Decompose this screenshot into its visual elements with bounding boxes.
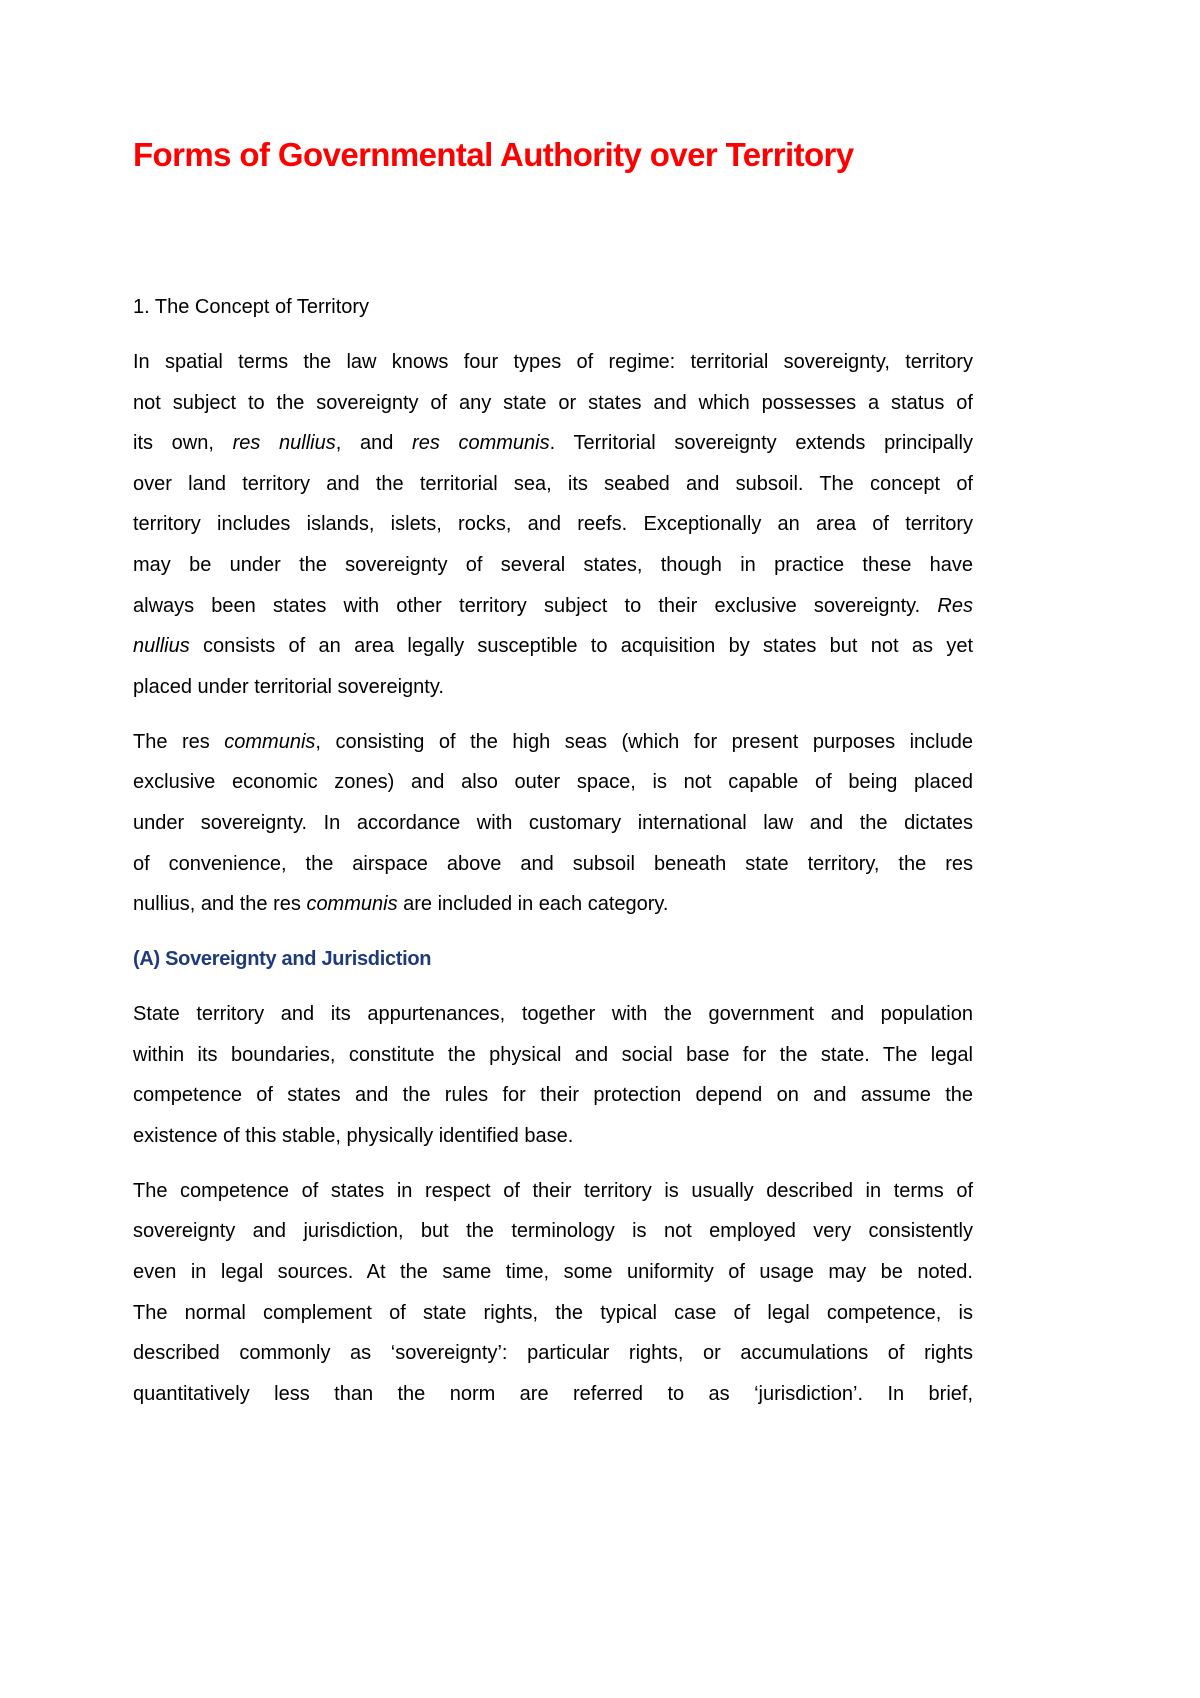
text-run: are included in each category. bbox=[397, 893, 669, 916]
text-run: State territory and its appurtenances, together with the government and population bbox=[133, 1003, 973, 1026]
text-run: of convenience, the airspace above and subsoil beneath state territory, the res bbox=[133, 852, 973, 875]
text-line bbox=[133, 994, 973, 1035]
text-line bbox=[133, 762, 973, 803]
text-line bbox=[133, 626, 973, 667]
text-line bbox=[133, 1293, 973, 1334]
paragraph-competence-of-states bbox=[133, 1171, 973, 1415]
text-run: not subject to the sovereignty of any state or states and which possesses a status of bbox=[133, 391, 973, 414]
text-run: nullius, and the res bbox=[133, 893, 307, 916]
text-run: , and bbox=[335, 432, 413, 455]
text-run: may be under the sovereignty of several states, though in practice these have bbox=[133, 553, 973, 576]
text-run: always been states with other territory subject to their exclusive sovereignty. bbox=[133, 594, 938, 617]
paragraph-territory-regimes bbox=[133, 342, 973, 707]
text-run: competence of states and the rules for their protection depend on and assume the bbox=[133, 1084, 973, 1107]
section-heading-sovereignty-jurisdiction: (A) Sovereignty and Jurisdiction bbox=[133, 948, 432, 971]
text-line bbox=[133, 464, 973, 505]
paragraph-state-territory bbox=[133, 994, 973, 1156]
text-run: The competence of states in respect of their territory is usually described in terms of bbox=[133, 1179, 973, 1202]
text-run: The res bbox=[133, 730, 225, 753]
text-line bbox=[133, 667, 973, 708]
text-run: even in legal sources. At the same time, some uniformity of usage may be noted. bbox=[133, 1261, 973, 1284]
text-line bbox=[133, 1075, 973, 1116]
text-line bbox=[133, 1252, 973, 1293]
text-run: over land territory and the territorial sea, its seabed and subsoil. The concept of bbox=[133, 472, 973, 495]
italic-term: res communis bbox=[412, 432, 550, 455]
text-line bbox=[133, 1333, 973, 1374]
text-run: The normal complement of state rights, the typical case of legal competence, is bbox=[133, 1301, 973, 1324]
text-run: described commonly as ‘sovereignty’: particular rights, or accumulations of rights bbox=[133, 1342, 973, 1365]
document-body bbox=[133, 287, 973, 1429]
text-line bbox=[133, 545, 973, 586]
text-line bbox=[133, 884, 973, 925]
text-line bbox=[133, 1211, 973, 1252]
italic-term: Res bbox=[937, 594, 973, 617]
text-run: placed under territorial sovereignty. bbox=[133, 675, 444, 698]
text-line bbox=[133, 803, 973, 844]
text-line bbox=[133, 504, 973, 545]
text-line bbox=[133, 423, 973, 464]
text-run: territory includes islands, islets, rocks, and reefs. Exceptionally an area of territory bbox=[133, 513, 973, 536]
text-line bbox=[133, 1035, 973, 1076]
text-line bbox=[133, 1116, 973, 1157]
italic-term: res nullius bbox=[232, 432, 336, 455]
text-run: within its boundaries, constitute the physical and social base for the state. The legal bbox=[133, 1043, 973, 1066]
text-line bbox=[133, 586, 973, 627]
section-title-text: 1. The Concept of Territory bbox=[133, 296, 370, 318]
text-line bbox=[133, 383, 973, 424]
text-line bbox=[133, 1171, 973, 1212]
italic-term: communis bbox=[306, 893, 398, 916]
document-title: Forms of Governmental Authority over Territory bbox=[133, 136, 854, 173]
italic-term: communis bbox=[224, 730, 316, 753]
text-run: . Territorial sovereignty extends principally bbox=[549, 432, 973, 455]
paragraph-res-communis bbox=[133, 722, 973, 925]
text-run: under sovereignty. In accordance with customary international law and the dictates bbox=[133, 811, 973, 834]
text-run: its own, bbox=[133, 432, 233, 455]
italic-term: nullius bbox=[133, 635, 190, 658]
text-line bbox=[133, 722, 973, 763]
text-line bbox=[133, 844, 973, 885]
text-line bbox=[133, 1374, 973, 1415]
section-title bbox=[133, 287, 973, 328]
text-run: exclusive economic zones) and also outer space, is not capable of being placed bbox=[133, 771, 973, 794]
text-run: quantitatively less than the norm are referred to as ‘jurisdiction’. In brief, bbox=[133, 1382, 973, 1405]
text-run: In spatial terms the law knows four types of regime: territorial sovereignty, territory bbox=[133, 350, 973, 373]
text-line bbox=[133, 342, 973, 383]
text-run: , consisting of the high seas (which for present purposes include bbox=[315, 730, 973, 753]
text-run: existence of this stable, physically identified base. bbox=[133, 1124, 574, 1147]
text-run: sovereignty and jurisdiction, but the terminology is not employed very consistently bbox=[133, 1220, 973, 1243]
text-run: consists of an area legally susceptible to acquisition by states but not as yet bbox=[189, 635, 973, 658]
